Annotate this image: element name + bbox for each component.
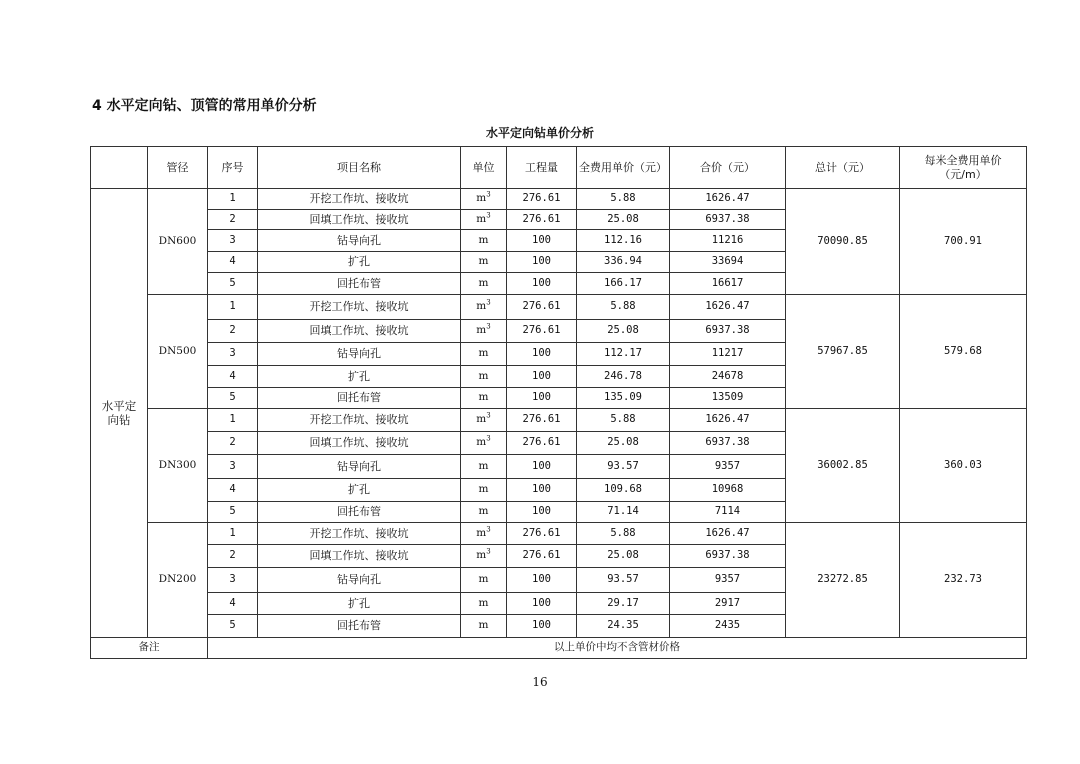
header-per-meter: 每米全费用单价（元/m） — [900, 147, 1027, 189]
unit-text: m — [476, 436, 487, 449]
header-item: 项目名称 — [258, 147, 461, 189]
unit-superscript: 3 — [486, 298, 491, 307]
remark-label: 备注 — [91, 638, 208, 659]
subtotal-cell: 16617 — [670, 273, 786, 295]
seq-cell: 5 — [208, 273, 258, 295]
subtotal-cell: 2435 — [670, 615, 786, 638]
unit-cell — [461, 409, 507, 432]
diameter-cell: DN200 — [148, 523, 208, 638]
qty-cell: 100 — [507, 455, 577, 479]
qty-cell: 276.61 — [507, 409, 577, 432]
subtotal-cell: 6937.38 — [670, 320, 786, 343]
seq-cell: 3 — [208, 230, 258, 252]
unit-cell — [461, 366, 507, 388]
diameter-cell: DN300 — [148, 409, 208, 523]
item-name-cell: 回填工作坑、接收坑 — [258, 320, 461, 343]
header-total: 总计（元） — [786, 147, 900, 189]
unit-price-cell: 135.09 — [577, 388, 670, 409]
item-name-cell: 回托布管 — [258, 502, 461, 523]
seq-cell: 5 — [208, 502, 258, 523]
diameter-cell: DN600 — [148, 189, 208, 295]
subtotal-cell: 9357 — [670, 455, 786, 479]
seq-cell: 3 — [208, 455, 258, 479]
unit-price-cell: 5.88 — [577, 523, 670, 545]
seq-cell: 4 — [208, 252, 258, 273]
subtotal-cell: 24678 — [670, 366, 786, 388]
subtotal-cell: 6937.38 — [670, 432, 786, 455]
seq-cell: 3 — [208, 343, 258, 366]
qty-cell: 100 — [507, 388, 577, 409]
per-meter-cell: 232.73 — [900, 523, 1027, 638]
unit-cell — [461, 479, 507, 502]
qty-cell: 100 — [507, 479, 577, 502]
unit-price-cell: 93.57 — [577, 568, 670, 593]
unit-price-cell: 25.08 — [577, 210, 670, 230]
unit-cell — [461, 343, 507, 366]
unit-cell — [461, 320, 507, 343]
seq-cell: 1 — [208, 409, 258, 432]
unit-cell — [461, 523, 507, 545]
subtotal-cell: 10968 — [670, 479, 786, 502]
seq-cell: 2 — [208, 210, 258, 230]
header-qty: 工程量 — [507, 147, 577, 189]
item-name-cell: 钻导向孔 — [258, 455, 461, 479]
qty-cell: 100 — [507, 366, 577, 388]
subtotal-cell: 6937.38 — [670, 210, 786, 230]
subtotal-cell: 1626.47 — [670, 409, 786, 432]
item-name-cell: 扩孔 — [258, 479, 461, 502]
unit-text: m — [476, 192, 487, 205]
qty-cell: 276.61 — [507, 210, 577, 230]
unit-cell — [461, 593, 507, 615]
header-seq: 序号 — [208, 147, 258, 189]
item-name-cell: 回托布管 — [258, 388, 461, 409]
subtotal-cell: 11216 — [670, 230, 786, 252]
seq-cell: 4 — [208, 479, 258, 502]
unit-cell — [461, 502, 507, 523]
unit-price-cell: 5.88 — [577, 409, 670, 432]
unit-cell — [461, 455, 507, 479]
total-cell: 57967.85 — [786, 295, 900, 409]
remark-row — [91, 638, 1027, 659]
qty-cell: 100 — [507, 343, 577, 366]
unit-superscript: 3 — [486, 211, 491, 220]
item-name-cell: 钻导向孔 — [258, 343, 461, 366]
unit-text: m — [478, 483, 489, 496]
unit-price-cell: 29.17 — [577, 593, 670, 615]
seq-cell: 4 — [208, 593, 258, 615]
unit-text: m — [476, 212, 487, 225]
subtotal-cell: 13509 — [670, 388, 786, 409]
qty-cell: 276.61 — [507, 545, 577, 568]
unit-price-cell: 112.16 — [577, 230, 670, 252]
item-name-cell: 扩孔 — [258, 593, 461, 615]
unit-cell — [461, 432, 507, 455]
unit-superscript: 3 — [486, 525, 491, 534]
header-blank — [91, 147, 148, 189]
unit-cell — [461, 273, 507, 295]
item-name-cell: 回托布管 — [258, 615, 461, 638]
item-name-cell: 回填工作坑、接收坑 — [258, 545, 461, 568]
qty-cell: 100 — [507, 273, 577, 295]
unit-text: m — [476, 526, 487, 539]
unit-text: m — [478, 255, 489, 268]
per-meter-cell: 700.91 — [900, 189, 1027, 295]
item-name-cell: 开挖工作坑、接收坑 — [258, 189, 461, 210]
header-unit: 单位 — [461, 147, 507, 189]
item-name-cell: 回托布管 — [258, 273, 461, 295]
qty-cell: 100 — [507, 615, 577, 638]
subtotal-cell: 11217 — [670, 343, 786, 366]
diameter-cell: DN500 — [148, 295, 208, 409]
unit-text: m — [478, 233, 489, 246]
seq-cell: 1 — [208, 189, 258, 210]
page-number: 16 — [532, 675, 548, 689]
total-cell: 70090.85 — [786, 189, 900, 295]
unit-cell — [461, 388, 507, 409]
unit-price-table — [90, 146, 1027, 659]
qty-cell: 276.61 — [507, 320, 577, 343]
seq-cell: 5 — [208, 615, 258, 638]
unit-superscript: 3 — [486, 547, 491, 556]
qty-cell: 100 — [507, 593, 577, 615]
unit-cell — [461, 568, 507, 593]
qty-cell: 276.61 — [507, 432, 577, 455]
table-row — [91, 523, 1027, 545]
item-name-cell: 开挖工作坑、接收坑 — [258, 523, 461, 545]
category-cell: 水平定向钻 — [91, 189, 148, 638]
unit-price-cell: 25.08 — [577, 320, 670, 343]
table-body — [91, 189, 1027, 638]
unit-text: m — [478, 596, 489, 609]
unit-cell — [461, 252, 507, 273]
subtotal-cell: 1626.47 — [670, 523, 786, 545]
section-heading: 4 水平定向钻、顶管的常用单价分析 — [92, 98, 317, 114]
qty-cell: 100 — [507, 502, 577, 523]
item-name-cell: 回填工作坑、接收坑 — [258, 432, 461, 455]
subtotal-cell: 33694 — [670, 252, 786, 273]
unit-text: m — [478, 391, 489, 404]
subtotal-cell: 2917 — [670, 593, 786, 615]
table-row — [91, 189, 1027, 210]
unit-text: m — [478, 573, 489, 586]
unit-superscript: 3 — [486, 322, 491, 331]
subtotal-cell: 9357 — [670, 568, 786, 593]
unit-text: m — [476, 300, 487, 313]
remark-text: 以上单价中均不含管材价格 — [208, 638, 1027, 659]
unit-price-cell: 336.94 — [577, 252, 670, 273]
unit-price-cell: 109.68 — [577, 479, 670, 502]
unit-price-cell: 166.17 — [577, 273, 670, 295]
unit-cell — [461, 230, 507, 252]
unit-superscript: 3 — [486, 411, 491, 420]
subtotal-cell: 1626.47 — [670, 295, 786, 320]
subtotal-cell: 6937.38 — [670, 545, 786, 568]
header-unit-price: 全费用单价（元） — [577, 147, 670, 189]
table-caption: 水平定向钻单价分析 — [485, 126, 594, 140]
qty-cell: 100 — [507, 230, 577, 252]
unit-price-cell: 112.17 — [577, 343, 670, 366]
qty-cell: 100 — [507, 568, 577, 593]
unit-text: m — [478, 276, 489, 289]
seq-cell: 3 — [208, 568, 258, 593]
unit-text: m — [478, 619, 489, 632]
subtotal-cell: 1626.47 — [670, 189, 786, 210]
qty-cell: 276.61 — [507, 523, 577, 545]
table-row — [91, 409, 1027, 432]
unit-cell — [461, 615, 507, 638]
table-row — [91, 295, 1027, 320]
unit-superscript: 3 — [486, 434, 491, 443]
unit-text: m — [478, 347, 489, 360]
unit-text: m — [478, 369, 489, 382]
unit-cell — [461, 545, 507, 568]
header-subtotal: 合价（元） — [670, 147, 786, 189]
header-diameter: 管径 — [148, 147, 208, 189]
unit-text: m — [478, 505, 489, 518]
unit-cell — [461, 210, 507, 230]
unit-price-cell: 5.88 — [577, 295, 670, 320]
item-name-cell: 回填工作坑、接收坑 — [258, 210, 461, 230]
item-name-cell: 钻导向孔 — [258, 230, 461, 252]
qty-cell: 100 — [507, 252, 577, 273]
unit-cell — [461, 295, 507, 320]
item-name-cell: 开挖工作坑、接收坑 — [258, 295, 461, 320]
total-cell: 36002.85 — [786, 409, 900, 523]
seq-cell: 2 — [208, 320, 258, 343]
qty-cell: 276.61 — [507, 189, 577, 210]
unit-text: m — [476, 549, 487, 562]
item-name-cell: 开挖工作坑、接收坑 — [258, 409, 461, 432]
unit-text: m — [476, 413, 487, 426]
seq-cell: 2 — [208, 545, 258, 568]
unit-price-cell: 246.78 — [577, 366, 670, 388]
seq-cell: 5 — [208, 388, 258, 409]
unit-text: m — [478, 459, 489, 472]
seq-cell: 4 — [208, 366, 258, 388]
seq-cell: 1 — [208, 523, 258, 545]
unit-price-cell: 93.57 — [577, 455, 670, 479]
item-name-cell: 钻导向孔 — [258, 568, 461, 593]
unit-price-cell: 25.08 — [577, 545, 670, 568]
header-row — [91, 147, 1027, 189]
total-cell: 23272.85 — [786, 523, 900, 638]
per-meter-cell: 579.68 — [900, 295, 1027, 409]
unit-price-cell: 5.88 — [577, 189, 670, 210]
unit-price-cell: 25.08 — [577, 432, 670, 455]
unit-price-cell: 71.14 — [577, 502, 670, 523]
subtotal-cell: 7114 — [670, 502, 786, 523]
per-meter-cell: 360.03 — [900, 409, 1027, 523]
unit-price-cell: 24.35 — [577, 615, 670, 638]
item-name-cell: 扩孔 — [258, 252, 461, 273]
seq-cell: 2 — [208, 432, 258, 455]
unit-text: m — [476, 324, 487, 337]
item-name-cell: 扩孔 — [258, 366, 461, 388]
unit-superscript: 3 — [486, 190, 491, 199]
seq-cell: 1 — [208, 295, 258, 320]
unit-cell — [461, 189, 507, 210]
qty-cell: 276.61 — [507, 295, 577, 320]
